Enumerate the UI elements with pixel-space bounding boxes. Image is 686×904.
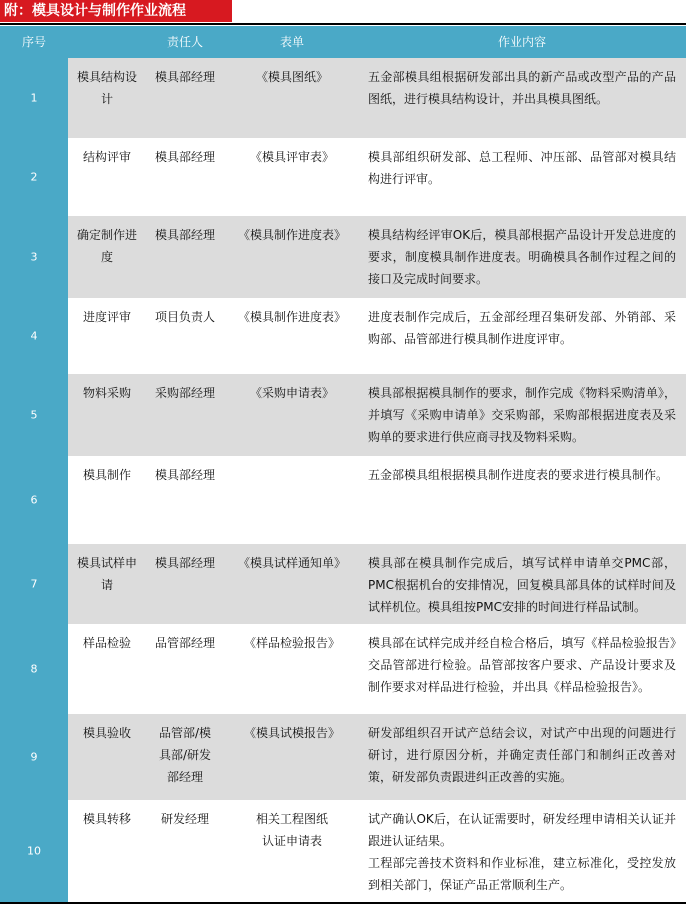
work-content: 研发部组织召开试产总结会议，对试产中出现的问题进行研讨，进行原因分析，并确定责任部门和制纠正改善对策，研发部负责跟进纠正改善的实施。 xyxy=(368,726,676,784)
table-row xyxy=(0,216,686,298)
row-number-cell xyxy=(0,544,68,624)
step-name: 模具试样申 请 xyxy=(76,556,137,592)
work-content: 进度表制作完成后，五金部经理召集研发部、外销部、采购部、品管部进行模具制作进度评审。 xyxy=(368,310,676,346)
form-name: 《采购申请表》 xyxy=(249,386,334,400)
responsible-person: 项目负责人 xyxy=(154,310,215,324)
header-no: 序号 xyxy=(21,35,46,49)
row-number: 8 xyxy=(30,662,38,676)
responsible-person: 模具部经理 xyxy=(154,150,215,164)
step-name: 模具结构设 计 xyxy=(76,70,137,106)
table-row xyxy=(0,624,686,714)
table-row xyxy=(0,374,686,456)
work-content: 五金部模具组根据模具制作进度表的要求进行模具制作。 xyxy=(368,468,669,482)
row-number: 10 xyxy=(27,844,41,858)
row-number: 2 xyxy=(30,170,38,184)
table-row xyxy=(0,58,686,138)
row-number-cell xyxy=(0,456,68,544)
process-table xyxy=(0,26,686,902)
header-content: 作业内容 xyxy=(497,35,546,49)
row-number-cell xyxy=(0,138,68,216)
form-name: 《模具试模报告》 xyxy=(243,726,340,740)
form-name: 《样品检验报告》 xyxy=(243,636,340,650)
header-owner: 责任人 xyxy=(166,35,203,49)
step-name: 物料采购 xyxy=(82,386,131,400)
responsible-person: 模具部经理 xyxy=(154,468,215,482)
table-row xyxy=(0,714,686,800)
row-number: 9 xyxy=(30,750,38,764)
step-name: 进度评审 xyxy=(82,310,131,324)
row-number: 7 xyxy=(30,577,38,591)
step-name: 模具制作 xyxy=(82,468,131,482)
step-name: 模具验收 xyxy=(82,726,131,740)
row-number: 5 xyxy=(30,408,38,422)
responsible-person: 品管部经理 xyxy=(154,636,215,650)
row-number-cell xyxy=(0,374,68,456)
step-name: 确定制作进 度 xyxy=(76,228,137,264)
form-name: 相关工程图纸 认证申请表 xyxy=(255,812,328,848)
table-header xyxy=(0,26,686,58)
row-number: 3 xyxy=(30,250,38,264)
table-row xyxy=(0,544,686,624)
step-name: 模具转移 xyxy=(82,812,131,826)
row-number: 6 xyxy=(30,493,38,507)
responsible-person: 模具部经理 xyxy=(154,556,215,570)
row-number-cell xyxy=(0,624,68,714)
row-number: 4 xyxy=(30,329,38,343)
form-name: 《模具制作进度表》 xyxy=(237,228,346,242)
row-number-cell xyxy=(0,714,68,800)
step-name: 结构评审 xyxy=(82,150,131,164)
work-content: 模具部组织研发部、总工程师、冲压部、品管部对模具结构进行评审。 xyxy=(368,150,676,186)
responsible-person: 品管部/模 具部/研发 部经理 xyxy=(158,726,212,784)
row-number-cell xyxy=(0,298,68,374)
form-name: 《模具试样通知单》 xyxy=(237,556,346,570)
work-content: 模具结构经评审OK后，模具部根据产品设计开发总进度的要求，制度模具制作进度表。明确模具各制作过程之间的接口及完成时间要求。 xyxy=(368,228,676,286)
header-form: 表单 xyxy=(279,35,304,49)
responsible-person: 模具部经理 xyxy=(154,70,215,84)
work-content: 模具部根据模具制作的要求，制作完成《物料采购清单》，并填写《采购申请单》交采购部，采购部根据进度表及采购单的要求进行供应商寻找及物料采购。 xyxy=(368,386,676,444)
work-content: 模具部在模具制作完成后，填写试样申请单交PMC部，PMC根据机台的安排情况，回复模具部具体的试样时间及试样机位。模具组按PMC安排的时间进行样品试制。 xyxy=(368,556,676,614)
row-number-cell xyxy=(0,216,68,298)
responsible-person: 研发经理 xyxy=(160,812,209,826)
table-row xyxy=(0,800,686,902)
row-number: 1 xyxy=(30,91,38,105)
row-number-cell xyxy=(0,58,68,138)
row-number-cell xyxy=(0,800,68,902)
work-content: 模具部在试样完成并经自检合格后，填写《样品检验报告》交品管部进行检验。品管部按客户要求、产品设计要求及制作要求对样品进行检验，并出具《样品检验报告》。 xyxy=(368,636,676,694)
work-content: 五金部模具组根据研发部出具的新产品或改型产品的产品图纸，进行模具结构设计，并出具模具图纸。 xyxy=(368,70,676,106)
form-name: 《模具制作进度表》 xyxy=(237,310,346,324)
title-divider xyxy=(0,23,686,25)
form-name: 《模具图纸》 xyxy=(255,70,328,84)
table-row xyxy=(0,298,686,374)
table-row xyxy=(0,456,686,544)
step-name: 样品检验 xyxy=(82,636,131,650)
page-title: 附：模具设计与制作作业流程 xyxy=(0,0,232,22)
work-content: 试产确认OK后，在认证需要时，研发经理申请相关认证并跟进认证结果。 工程部完善技术资料和作业标准，建立标准化，受控发放到相关部门，保证产品正常顺利生产。 xyxy=(368,812,676,892)
form-name: 《模具评审表》 xyxy=(249,150,334,164)
table-row xyxy=(0,138,686,216)
responsible-person: 模具部经理 xyxy=(154,228,215,242)
responsible-person: 采购部经理 xyxy=(154,386,215,400)
